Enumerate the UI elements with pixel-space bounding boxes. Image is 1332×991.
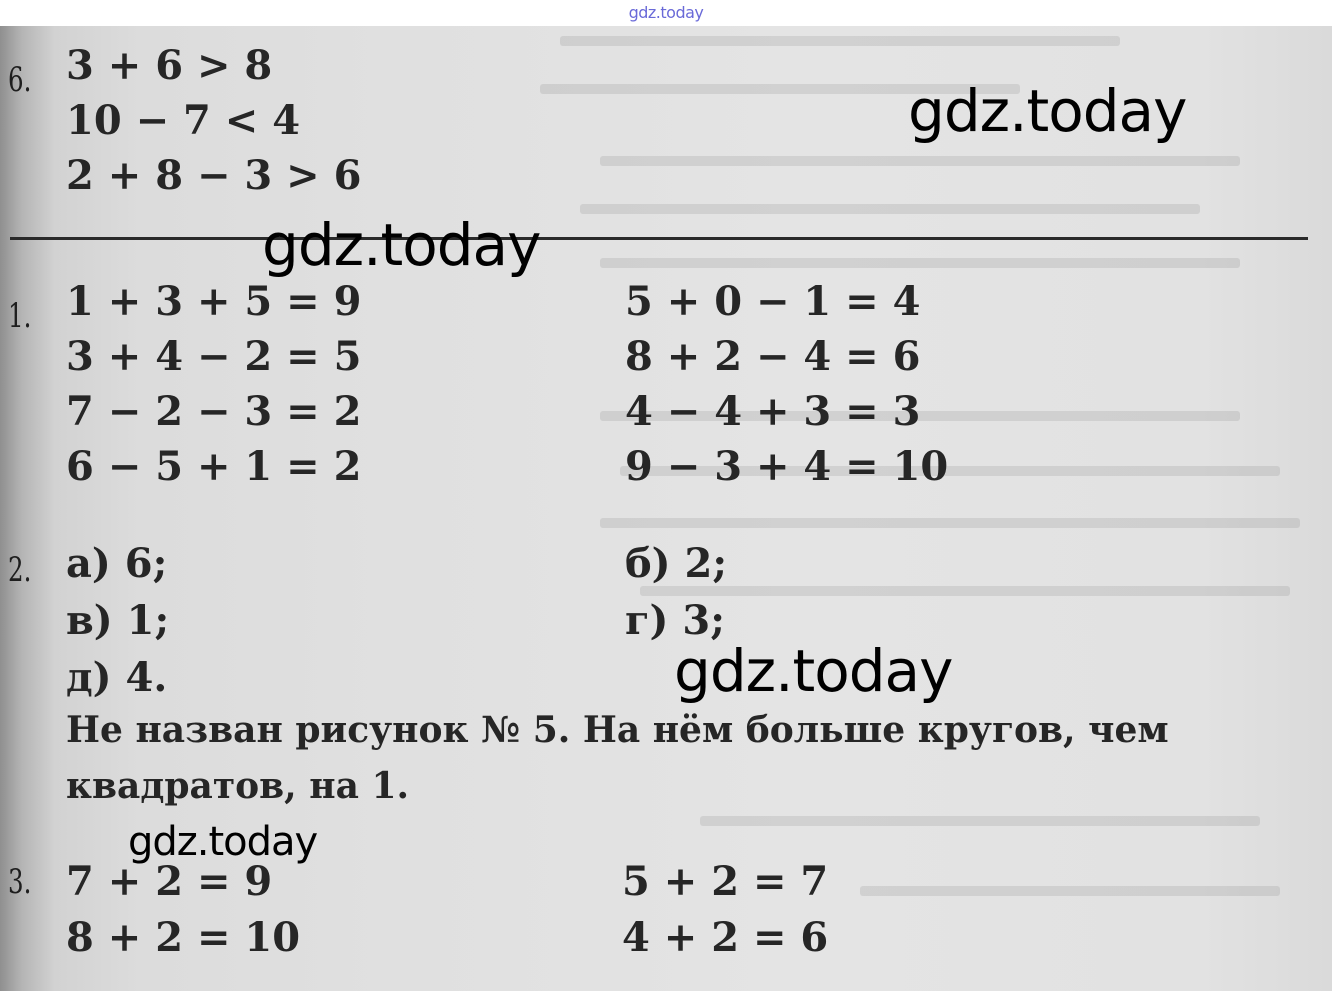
watermark: gdz.today — [674, 637, 953, 705]
answer-note: квадратов, на 1. — [66, 765, 410, 807]
equation: 3 + 6 > 8 — [66, 42, 273, 89]
bleed-through — [600, 156, 1240, 166]
equation: 3 + 4 − 2 = 5 — [66, 333, 362, 380]
equation: 4 + 2 = 6 — [622, 914, 829, 961]
bleed-through — [860, 886, 1280, 896]
site-watermark: gdz.today — [628, 3, 704, 22]
watermark: gdz.today — [128, 819, 318, 865]
watermark: gdz.today — [262, 211, 541, 279]
answer-item: а) 6; — [66, 540, 168, 587]
answer-item: г) 3; — [625, 597, 725, 644]
bleed-through — [640, 586, 1290, 596]
equation: 1 + 3 + 5 = 9 — [66, 278, 362, 325]
equation: 5 + 2 = 7 — [622, 858, 829, 905]
answer-item: д) 4. — [66, 654, 168, 701]
answer-item: б) 2; — [625, 540, 728, 587]
watermark: gdz.today — [908, 77, 1187, 145]
bleed-through — [700, 816, 1260, 826]
equation: 9 − 3 + 4 = 10 — [625, 443, 949, 490]
bleed-through — [560, 36, 1120, 46]
bleed-through — [600, 518, 1300, 528]
equation: 5 + 0 − 1 = 4 — [625, 278, 921, 325]
equation: 6 − 5 + 1 = 2 — [66, 443, 362, 490]
section-divider — [10, 237, 1308, 240]
task-number: 2. — [8, 550, 32, 590]
equation: 10 − 7 < 4 — [66, 97, 301, 144]
textbook-page — [0, 26, 1332, 991]
equation: 7 + 2 = 9 — [66, 858, 273, 905]
task-number: 1. — [8, 296, 32, 336]
bleed-through — [580, 204, 1200, 214]
equation: 2 + 8 − 3 > 6 — [66, 152, 362, 199]
equation: 8 + 2 = 10 — [66, 914, 301, 961]
answer-note: Не назван рисунок № 5. На нём больше кругов, чем — [66, 709, 1169, 751]
equation: 8 + 2 − 4 = 6 — [625, 333, 921, 380]
task-number: 6. — [8, 60, 32, 100]
bleed-through — [600, 258, 1240, 268]
equation: 7 − 2 − 3 = 2 — [66, 388, 362, 435]
answer-item: в) 1; — [66, 597, 170, 644]
task-number: 3. — [8, 862, 32, 902]
equation: 4 − 4 + 3 = 3 — [625, 388, 921, 435]
